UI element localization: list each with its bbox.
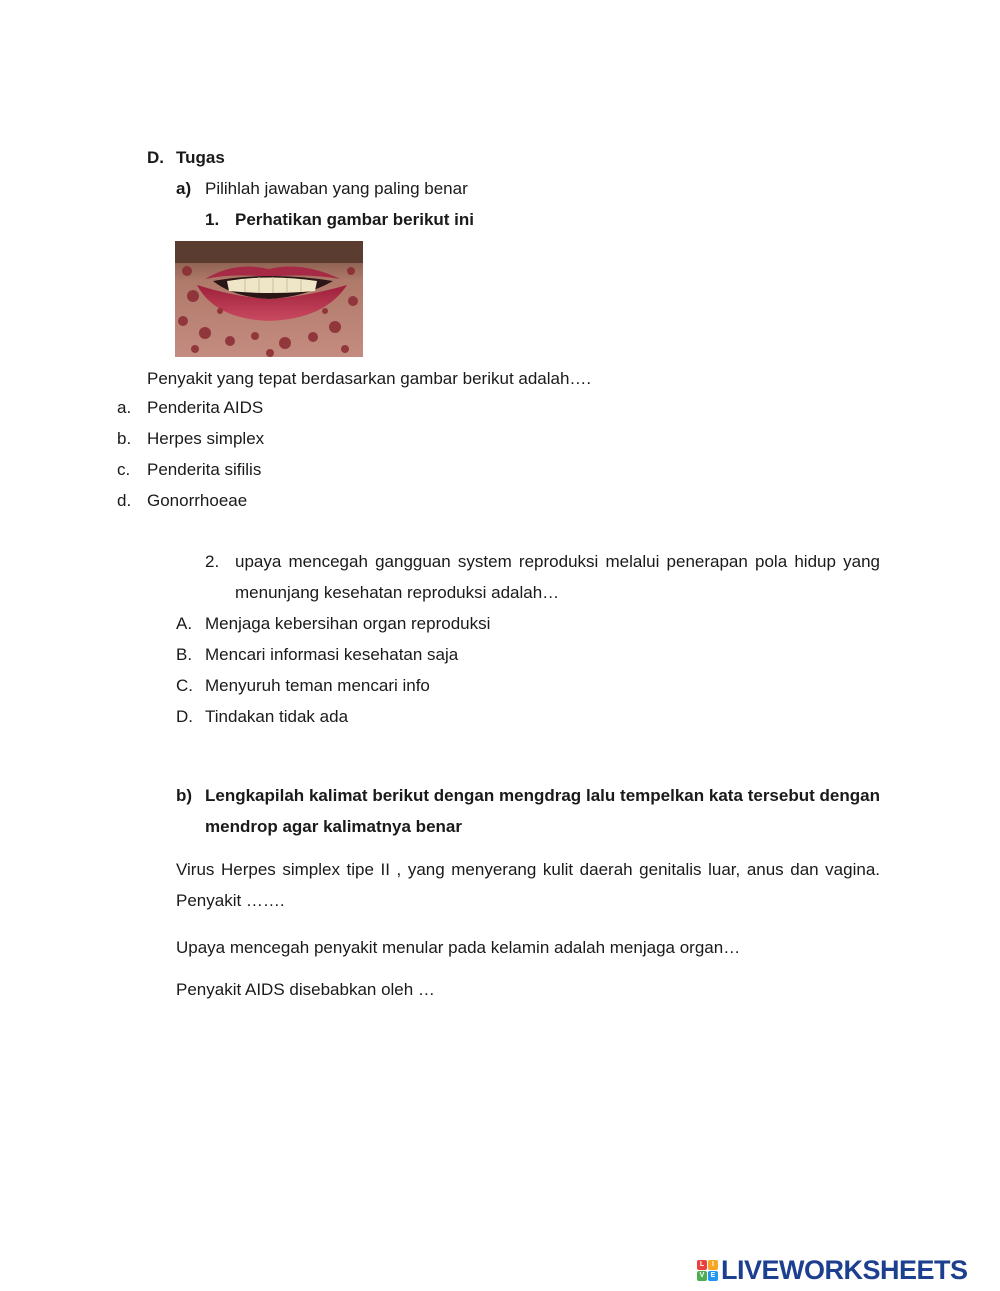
question2-text: upaya mencegah gangguan system reproduksi melalui penerapan pola hidup yang menunjang kesehatan reproduksi adalah… (235, 552, 880, 602)
fill-sentence: Upaya mencegah penyakit menular pada kelamin adalah menjaga organ… (176, 938, 741, 957)
question1-prompt: Penyakit yang tepat berdasarkan gambar berikut adalah…. (147, 369, 592, 388)
option-text[interactable]: Gonorrhoeae (147, 491, 248, 510)
option-letter: A. (176, 614, 193, 633)
option-letter: a. (117, 398, 132, 417)
option-letter: B. (176, 645, 193, 664)
logo-block: L (697, 1260, 707, 1270)
option-letter: d. (117, 491, 132, 510)
lips-photo (175, 241, 363, 357)
option-text[interactable]: Tindakan tidak ada (205, 707, 349, 726)
liveworksheets-logo (697, 1255, 968, 1285)
question2-number: 2. (205, 552, 220, 571)
part-a-letter: a) (176, 179, 192, 198)
option-text[interactable]: Penderita sifilis (147, 460, 262, 479)
part-b-letter: b) (176, 786, 193, 805)
option-letter: c. (117, 460, 131, 479)
part-a-instruction: Pilihlah jawaban yang paling benar (205, 179, 468, 198)
option-letter: b. (117, 429, 132, 448)
logo-block: V (697, 1271, 707, 1281)
logo-text: LIVEWORKSHEETS (721, 1254, 968, 1285)
logo-block: I (708, 1260, 718, 1270)
part-b-instruction: Lengkapilah kalimat berikut dengan mengdrag lalu tempelkan kata tersebut dengan mendrop agar kalimatnya benar (205, 786, 880, 836)
fill-sentence: Penyakit AIDS disebabkan oleh … (176, 980, 435, 999)
option-text[interactable]: Herpes simplex (147, 429, 265, 448)
logo-blocks-icon (697, 1260, 718, 1281)
section-letter: D. (147, 148, 164, 167)
option-text[interactable]: Menjaga kebersihan organ reproduksi (205, 614, 491, 633)
question1-title: Perhatikan gambar berikut ini (235, 210, 475, 229)
option-text[interactable]: Menyuruh teman mencari info (205, 676, 430, 695)
option-letter: C. (176, 676, 193, 695)
option-text[interactable]: Penderita AIDS (147, 398, 264, 417)
option-letter: D. (176, 707, 193, 726)
option-text[interactable]: Mencari informasi kesehatan saja (205, 645, 459, 664)
question1-number: 1. (205, 210, 220, 229)
fill-sentence: Virus Herpes simplex tipe II , yang menyerang kulit daerah genitalis luar, anus dan vagina. Penyakit ……. (176, 860, 880, 910)
section-title: Tugas (176, 148, 225, 167)
logo-block: E (708, 1271, 718, 1281)
